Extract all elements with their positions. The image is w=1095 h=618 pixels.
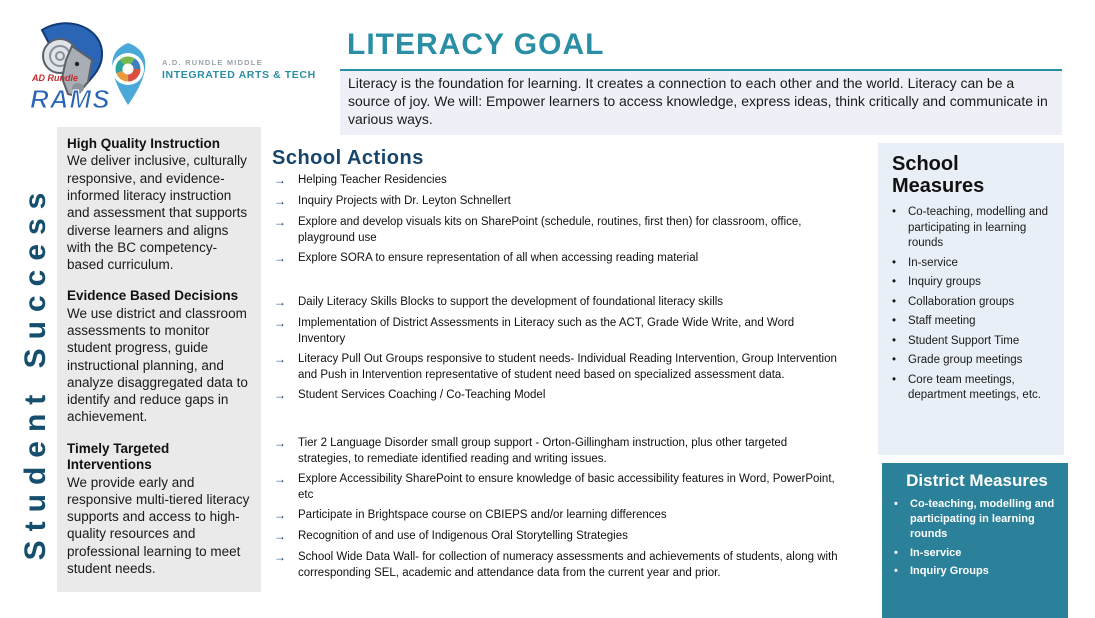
student-success-label: Student Success [19,183,52,561]
school-logo-text [162,58,316,81]
school-name-main: INTEGRATED ARTS & TECH [162,69,316,81]
pillar-body: We use district and classroom assessments to monitor student progress, guide instructional planning, and analyze disaggregated data to identify and reduce gaps in achievement. [67,305,248,425]
action-item [272,528,867,545]
action-group-3 [272,435,867,581]
action-item [272,351,867,383]
action-item [272,250,867,267]
measure-text: Grade group meetings [908,354,1023,367]
school-logo [102,42,316,106]
action-item [272,315,867,347]
arrow-icon: → [274,388,286,403]
measure-item [892,295,1056,311]
school-measures-panel [878,143,1064,455]
arrow-icon: → [274,436,286,450]
measure-text: Collaboration groups [908,295,1015,308]
measure-text: In-service [908,256,958,269]
action-item [272,193,867,210]
district-measures-heading: District Measures [906,471,1048,490]
measure-text: Co-teaching, modelling and participating in learning rounds [908,206,1049,250]
measure-text: Staff meeting [908,315,976,328]
district-measures-list [894,497,1060,579]
rams-sub-label: AD Rundle [32,73,78,83]
measure-item [894,546,1060,561]
pillars-panel [57,127,261,592]
arrow-icon: → [274,549,286,564]
measure-item [892,334,1056,350]
measure-item [892,256,1056,272]
bullet-icon: • [892,354,897,367]
bullet-icon: • [892,206,897,218]
action-text: Inquiry Projects with Dr. Leyton Schnellert [298,194,511,207]
bullet-icon: • [892,295,897,308]
action-text: Recognition of and use of Indigenous Oral Storytelling Strategies [298,530,628,543]
school-name-small: A.D. RUNDLE MIDDLE [162,58,263,67]
measure-item [894,564,1060,579]
action-item [272,507,867,524]
action-group-1 [272,172,867,267]
arrow-icon: → [274,472,286,487]
action-text: Explore Accessibility SharePoint to ensure knowledge of basic accessibility features in Word, PowerPoint, etc [298,473,835,502]
pillar-heading: Timely Targeted Interventions [67,440,170,473]
action-text: Explore SORA to ensure representation of all when accessing reading material [298,251,699,264]
bullet-icon: • [892,256,897,269]
bullet-icon: • [894,498,898,510]
arrow-icon: → [274,214,286,229]
arrow-icon: → [274,250,286,265]
bullet-icon: • [892,373,897,386]
measure-text: Core team meetings, department meetings, etc. [908,373,1041,402]
school-measures-heading: School Measures [892,153,985,197]
action-item [272,294,867,311]
rams-logo [28,20,110,116]
school-measures-list [892,205,1056,404]
measure-item [892,373,1056,404]
measure-item [894,497,1060,542]
arrow-icon: → [274,295,286,309]
pillar-section [67,288,251,425]
action-group-2 [272,294,867,404]
action-text: Tier 2 Language Disorder small group support - Orton-Gillingham instruction, plus other targeted strategies, to remediate identified reading and writing issues. [298,437,788,466]
measure-text: Co-teaching, modelling and participating in learning rounds [910,498,1055,540]
school-actions-heading: School Actions [272,147,424,169]
action-text: Implementation of District Assessments in Literacy such as the ACT, Grade Wide Write, and Word Inventory [298,316,795,345]
arrow-icon: → [274,193,286,208]
arrow-icon: → [274,315,286,330]
pillar-heading: Evidence Based Decisions [67,288,239,304]
measure-text: Inquiry Groups [910,565,989,578]
ram-mascot-icon [28,20,110,116]
measure-text: Student Support Time [908,334,1020,347]
pillar-section [67,136,251,273]
measure-item [892,205,1056,252]
arts-tech-leaf-icon [102,42,154,106]
action-text: Helping Teacher Residencies [298,174,447,186]
bullet-icon: • [894,565,898,578]
pillar-body: We deliver inclusive, culturally responsive, and evidence-informed literacy instruction and assessment that supports diverse learners and aligns with the BC competency-based curriculum. [67,153,248,273]
arrow-icon: → [274,351,286,366]
district-measures-panel [882,463,1068,618]
arrow-icon: → [274,529,286,544]
action-item [272,471,867,503]
rams-wordmark: RAMS [30,84,110,114]
action-item [272,172,867,189]
arrow-icon: → [274,173,286,187]
pillar-body: We provide early and responsive multi-tiered literacy supports and access to high-quality resources and professional learning to meet student needs. [67,474,250,576]
bullet-icon: • [892,276,897,289]
arrow-icon: → [274,508,286,523]
literacy-goal-intro: Literacy is the foundation for learning. It creates a connection to each other and the world. Literacy can be a source of joy. We will: Empower learners to access knowledge, express ideas, think critically and communicate in various ways. [340,69,1062,135]
page-title: LITERACY GOAL [347,28,605,61]
action-item [272,214,867,246]
action-item [272,435,867,467]
action-item [272,549,867,581]
bullet-icon: • [894,546,898,559]
bullet-icon: • [892,334,897,347]
measure-item [892,314,1056,330]
measure-text: In-service [910,546,962,559]
action-text: Participate in Brightspace course on CBIEPS and/or learning differences [298,509,667,522]
action-item [272,387,867,404]
action-text: Literacy Pull Out Groups responsive to student needs- Individual Reading Intervention, Group Intervention and Push in Intervention representative of student need based on specialized assessment data. [298,352,837,382]
action-text: Student Services Coaching / Co-Teaching Model [298,389,546,402]
bullet-icon: • [892,315,897,328]
action-text: Explore and develop visuals kits on SharePoint (schedule, routines, first then) for classroom, office, playground use [298,215,802,244]
measure-text: Inquiry groups [908,276,981,289]
action-text: Daily Literacy Skills Blocks to support the development of foundational literacy skills [298,296,724,308]
pillar-heading: High Quality Instruction [67,136,221,151]
measure-item [892,275,1056,291]
action-text: School Wide Data Wall- for collection of numeracy assessments and achievements of students, along with corresponding SEL, academic and attendance data from the current year and prior. [298,550,838,580]
pillar-section [67,441,251,578]
measure-item [892,353,1056,369]
